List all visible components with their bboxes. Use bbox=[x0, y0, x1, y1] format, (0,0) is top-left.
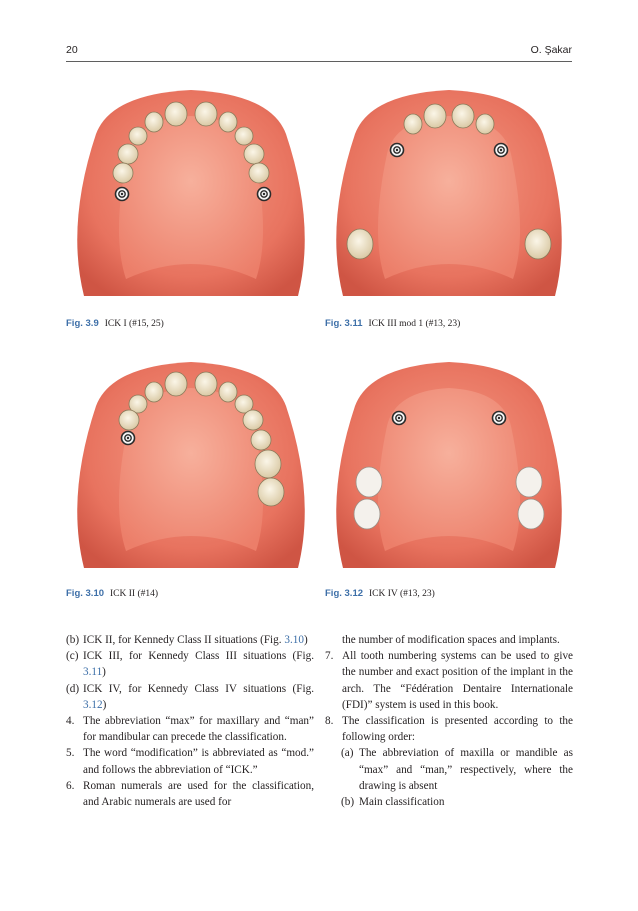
figure-caption-text: ICK II (#14) bbox=[110, 589, 159, 599]
maxillary-arch-illustration-1 bbox=[66, 74, 316, 306]
caption-fig-3-10 bbox=[66, 588, 158, 599]
page-header bbox=[66, 40, 572, 62]
sub-list-item: (a) The abbreviation of maxilla or mandible as “max” and “man,” respectively, where the drawing is absent bbox=[341, 747, 573, 792]
list-item: 5. The word “modification” is abbreviated as “mod.” and follows the abbreviation of “ICK.” bbox=[66, 747, 314, 776]
running-author: O. Şakar bbox=[530, 44, 572, 56]
sub-list-item: (b) Main classification bbox=[341, 796, 445, 809]
header-rule bbox=[66, 61, 572, 62]
figure-3-10 bbox=[66, 346, 316, 578]
figure-reference-link[interactable]: 3.10 bbox=[284, 634, 304, 646]
maxillary-arch-illustration-4 bbox=[325, 346, 573, 578]
caption-fig-3-9 bbox=[66, 318, 164, 329]
figure-reference-link[interactable]: 3.11 bbox=[83, 666, 103, 679]
figure-caption-text: ICK I (#15, 25) bbox=[104, 319, 164, 329]
figure-label: Fig. 3.10 bbox=[66, 588, 105, 599]
list-item: 8. The classification is presented according to the following order: bbox=[325, 715, 573, 744]
list-item: 6. Roman numerals are used for the classification, and Arabic numerals are used for bbox=[66, 779, 314, 809]
figure-label: Fig. 3.12 bbox=[325, 588, 364, 599]
body-text-right-column bbox=[325, 632, 573, 810]
maxillary-arch-illustration-2 bbox=[325, 74, 573, 306]
figure-3-9 bbox=[66, 74, 316, 306]
figure-caption-text: ICK IV (#13, 23) bbox=[369, 589, 435, 599]
figure-label: Fig. 3.9 bbox=[66, 318, 99, 329]
figure-3-11 bbox=[325, 74, 573, 306]
caption-fig-3-11 bbox=[325, 318, 460, 329]
maxillary-arch-illustration-3 bbox=[66, 346, 316, 578]
body-text-left-column bbox=[66, 632, 314, 810]
figure-label: Fig. 3.11 bbox=[325, 318, 363, 329]
caption-fig-3-12 bbox=[325, 588, 435, 599]
figure-caption-text: ICK III mod 1 (#13, 23) bbox=[368, 319, 461, 329]
figure-reference-link[interactable]: 3.12 bbox=[83, 698, 103, 711]
list-item: (d) ICK IV, for Kennedy Class IV situations (Fig. 3.12) bbox=[66, 682, 314, 711]
page-number: 20 bbox=[66, 44, 78, 56]
list-item-continuation: the number of modification spaces and implants. bbox=[342, 634, 560, 646]
list-item: 7. All tooth numbering systems can be used to give the number and exact position of the implant in the arch. The “Fédération Dentaire Internationale (FDI)” system is used in this book. bbox=[325, 650, 573, 711]
list-item: (b) ICK II, for Kennedy Class II situations (Fig. 3.10) bbox=[66, 634, 308, 646]
list-item: (c) ICK III, for Kennedy Class III situations (Fig. 3.11) bbox=[66, 650, 314, 679]
figure-3-12 bbox=[325, 346, 573, 578]
list-item: 4. The abbreviation “max” for maxillary and “man” for mandibular can precede the classification. bbox=[66, 715, 314, 744]
